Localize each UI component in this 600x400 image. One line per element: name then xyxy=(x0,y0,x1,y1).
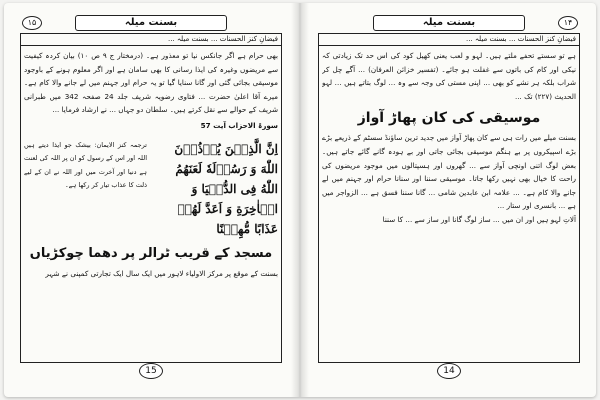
open-booklet xyxy=(4,3,596,397)
right-page-body xyxy=(322,49,576,359)
left-page-subhead: فیضانِ کنز الحسنات ... بسنت میلہ ... xyxy=(20,33,282,46)
book-spine xyxy=(291,3,309,397)
left-arabic-verse: اِنَّ الَّذِیۡنَ یُؤۡذُوۡنَ اللّٰهَ وَ رَسُوۡلَهٗ لَعَنَهُمُ اللّٰهُ فِی الدُّنۡیَا وَ الۡاٰخِرَةِ وَ اَعَدَّ لَهُمۡ عَذَابًا مُّهِیۡنًا xyxy=(174,141,278,236)
left-page-bottom-number: 15 xyxy=(139,363,163,379)
left-page-top-number: ۱۵ xyxy=(22,16,42,30)
left-translation: ترجمہ کنز الایمان: بیشک جو ایذا دیتے ہیں اللہ اور اس کے رسول کو ان پر اللہ کی لعنت ہے دنیا اور آخرت میں اور اللہ نے ان کے لیے ذلت کا عذاب تیار کر رکھا ہے۔ xyxy=(24,140,147,190)
left-paragraph-1: بھی حرام ہے اگر جانکس نیا تو معذور ہے۔ (درمختار ج ۹ ص ۱۰) بیان کردہ کیفیت سے مریضوں وغیرہ کی ایذا رسانی کا بھی سامان ہے اور اگر معلوم ہونے کے باوجود موسیقی بجائی گئی اور گانا سنایا گیا تو یہ حرام اور جہنم میں لے جانے والا کام ہے۔ میرے آقا اعلیٰ حضرت ... فتاوی رضویہ شریف جلد 24 صفحہ 342 میں طبرانی شریف کے حوالے سے نقل کرتے ہیں۔ سلطان دو جہاں ... نے ارشاد فرمایا ... xyxy=(24,51,278,115)
right-page-subhead: فیضانِ کنز الحسنات ... بسنت میلہ ... xyxy=(318,33,580,46)
right-page-top-number: ۱۴ xyxy=(558,16,578,30)
right-page-header-title: بسنت میلہ xyxy=(373,15,525,31)
right-page xyxy=(310,13,588,389)
right-last-line: آلاتِ لہو ہیں اور ان میں ... ساز لوگ گانا اور ساز سے ... کا سننا xyxy=(382,214,576,224)
left-page xyxy=(12,13,290,389)
right-paragraph-2: بسنت میلے میں رات ہی سے کان پھاڑ آواز میں جدید ترین ساؤنڈ سسٹم کے ذریعے بڑے بڑے اسپیکروں پر بے ہنگم موسیقی بجائی جاتی اور بے ہودہ گانے گائے جاتے ہیں۔ بعض لوگ اتنی اونچی آواز سے ... گھروں اور ہسپتالوں میں موجود مریضوں کی راحت کا خیال بھی نہیں رکھا جاتا۔ موسیقی سننا اور سنانا حرام اور جہنم میں لے جانے والا کام ہے۔ ... علامہ ابن عابدین شامی ... گانا سننا فسق ہے ... الزواجر میں ہے ... بانسری اور ستار ... xyxy=(322,133,576,211)
left-last-line: بسنت کے موقع پر مرکز الاولیاء لاہور میں ایک سال ایک تجارتی کمپنی نے شہر xyxy=(45,268,278,278)
right-heading: موسیقی کی کان پھاڑ آواز xyxy=(357,110,541,127)
left-heading: مسجد کے قریب ٹرالر پر دھما چوکڑیاں xyxy=(29,245,273,261)
left-page-header-title: بسنت میلہ xyxy=(75,15,227,31)
left-page-body xyxy=(24,49,278,359)
right-paragraph-1: ہے تو سستے تحفے ملتے ہیں۔ لہو و لعب یعنی کھیل کود کی اس حد تک زیادتی کہ نیکی اور کام کی باتوں سے غفلت ہو جائے۔ (تفسیر خزائن العرفان) ... آگے چل کر شراب بلکہ ہر نشے کو بھی ... اپنی مستی کی وجہ سے وہ ... لوگ بتاتے ہیں ... لہو الحدیث (۲۲۷) تک ... xyxy=(322,51,576,101)
right-page-bottom-number: 14 xyxy=(437,363,461,379)
left-quote-reference: سورۃ الاحزاب آیت 57 xyxy=(200,120,278,130)
